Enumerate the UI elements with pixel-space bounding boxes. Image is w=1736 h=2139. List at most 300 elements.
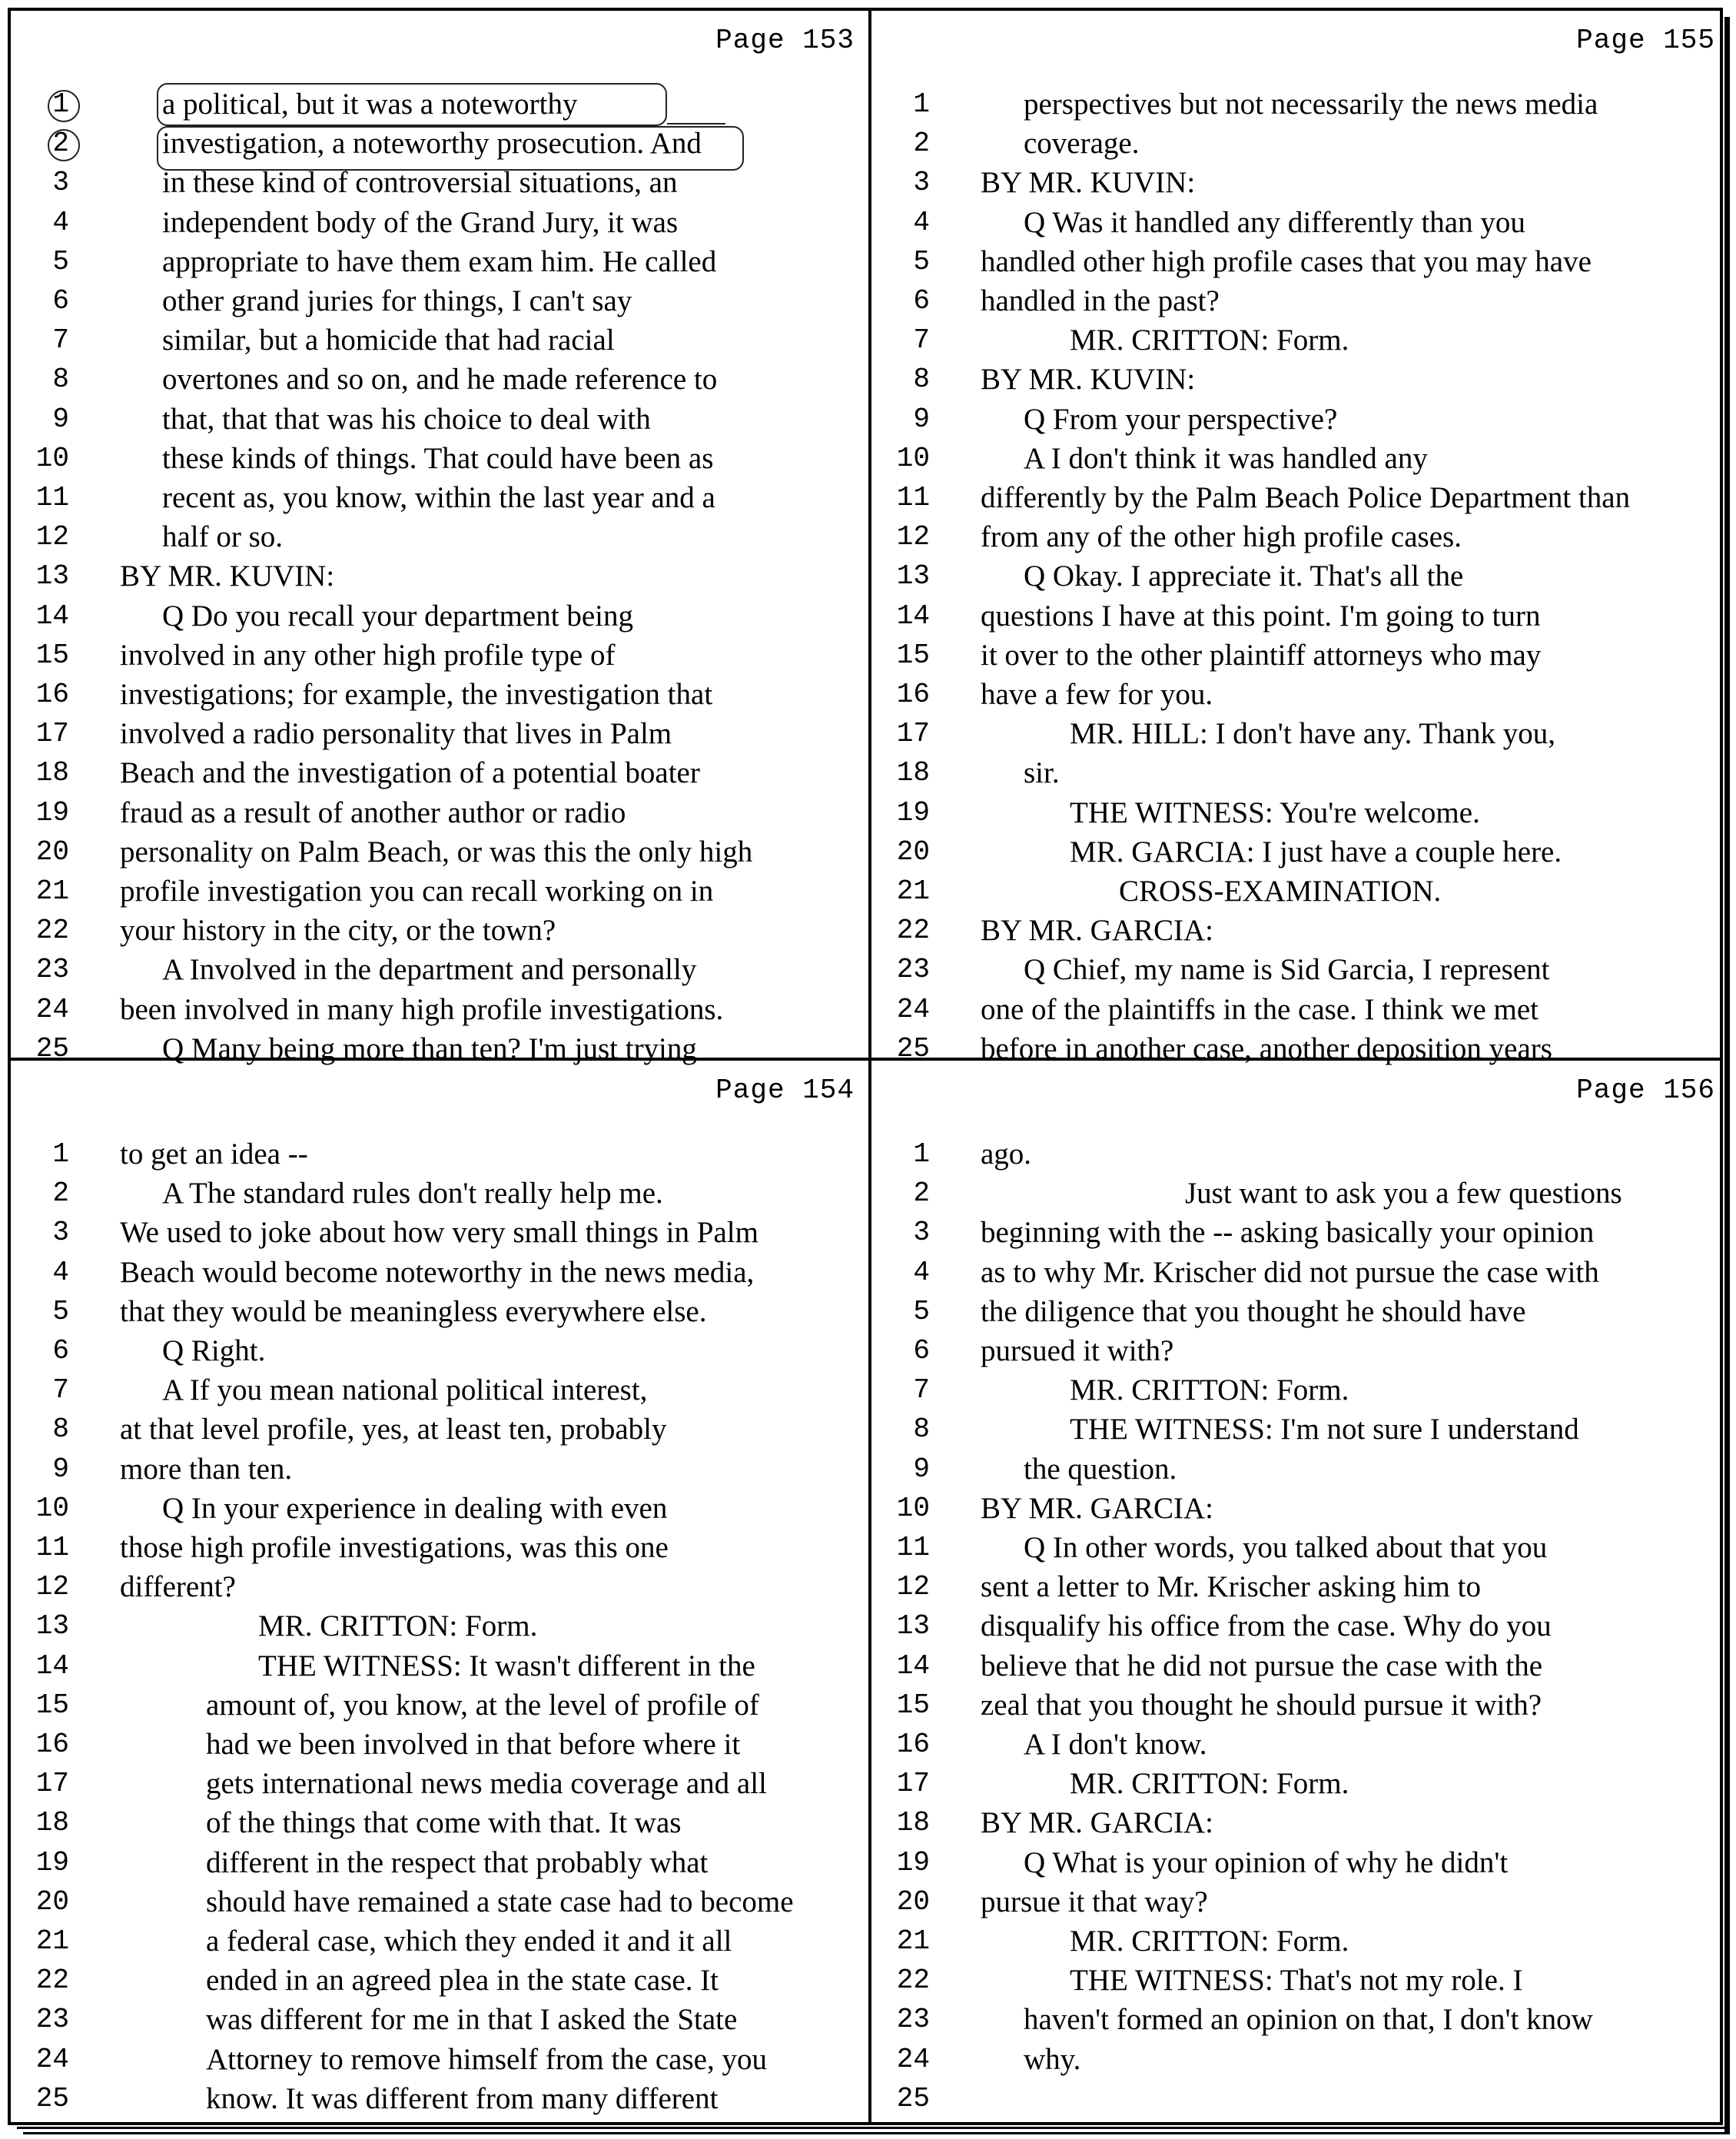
- line-number: 8: [52, 1413, 69, 1446]
- transcript-line: [11, 1489, 865, 1528]
- transcript-line: [871, 793, 1726, 832]
- line-text: recent as, you know, within the last year and a: [162, 481, 715, 514]
- line-text: a political, but it was a noteworthy: [162, 88, 578, 121]
- handwritten-circle-annotation: [48, 90, 80, 122]
- line-number: 19: [35, 1846, 69, 1878]
- line-number: 12: [896, 521, 930, 553]
- line-text: MR. CRITTON: Form.: [1070, 1373, 1349, 1407]
- line-number: 3: [913, 167, 930, 199]
- line-text: We used to joke about how very small things in Palm: [120, 1216, 758, 1250]
- transcript-line: [11, 321, 865, 360]
- line-number: 6: [913, 1335, 930, 1367]
- transcript-line: [11, 911, 865, 950]
- line-text: Q Okay. I appreciate it. That's all the: [1024, 560, 1464, 593]
- transcript-line: [871, 1961, 1726, 2000]
- handwritten-box-annotation: [157, 126, 744, 171]
- transcript-line: [11, 478, 865, 517]
- line-text: from any of the other high profile cases.: [981, 520, 1462, 554]
- line-text: of the things that come with that. It was: [206, 1806, 682, 1840]
- line-number: 18: [896, 1807, 930, 1839]
- line-number: 15: [896, 639, 930, 671]
- line-number: 22: [896, 915, 930, 947]
- line-number: 3: [52, 1217, 69, 1249]
- line-text: MR. CRITTON: Form.: [1070, 1767, 1349, 1801]
- line-number: 5: [913, 1295, 930, 1327]
- line-text: before in another case, another deposition years: [981, 1031, 1552, 1065]
- line-text: sir.: [1024, 756, 1060, 790]
- line-text: the question.: [1024, 1452, 1177, 1486]
- handwritten-underline-annotation: [667, 123, 725, 125]
- transcript-page-153: [11, 11, 865, 1065]
- line-number: 14: [35, 600, 69, 632]
- transcript-line: [11, 1843, 865, 1882]
- line-number: 7: [52, 1374, 69, 1407]
- line-number: 20: [35, 835, 69, 868]
- line-number: 11: [896, 1532, 930, 1563]
- line-text: A I don't know.: [1024, 1728, 1207, 1761]
- transcript-line: [11, 1174, 865, 1213]
- line-number: 11: [896, 482, 930, 513]
- line-number: 23: [35, 954, 69, 986]
- line-text: haven't formed an opinion on that, I don't know: [1024, 2003, 1593, 2037]
- line-text: fraud as a result of another author or radio: [120, 795, 626, 829]
- transcript-line: [11, 1725, 865, 1764]
- transcript-line: [11, 242, 865, 281]
- transcript-page-156: [871, 1061, 1726, 2122]
- line-number: 25: [896, 1032, 930, 1065]
- line-number: 1: [52, 88, 69, 120]
- line-number: 5: [52, 245, 69, 277]
- line-text: why.: [1024, 2042, 1081, 2076]
- line-text: was different for me in that I asked the State: [206, 2003, 738, 2037]
- line-number: 23: [35, 2004, 69, 2036]
- line-number: 2: [52, 1177, 69, 1210]
- line-text: other grand juries for things, I can't say: [162, 284, 632, 317]
- line-text: questions I have at this point. I'm going to turn: [981, 599, 1541, 633]
- line-text: profile investigation you can recall working on in: [120, 875, 714, 908]
- transcript-line: [871, 517, 1726, 556]
- page-shadow-bottom: [17, 2127, 1730, 2129]
- line-text: MR. GARCIA: I just have a couple here.: [1070, 835, 1562, 869]
- line-number: 19: [896, 1846, 930, 1878]
- line-number: 10: [896, 1492, 930, 1524]
- transcript-line: [871, 85, 1726, 124]
- transcript-line: [11, 1213, 865, 1252]
- line-text: BY MR. KUVIN:: [120, 560, 335, 593]
- transcript-line: [11, 556, 865, 596]
- transcript-line: [871, 1410, 1726, 1449]
- line-text: that they would be meaningless everywhere else.: [120, 1294, 707, 1328]
- transcript-line: [11, 1567, 865, 1606]
- transcript-line: [871, 636, 1726, 675]
- line-text: Q What is your opinion of why he didn't: [1024, 1845, 1509, 1879]
- line-text: Q In other words, you talked about that you: [1024, 1531, 1548, 1564]
- line-number: 25: [35, 2082, 69, 2114]
- line-text: CROSS-EXAMINATION.: [1119, 875, 1442, 908]
- line-text: Just want to ask you a few questions: [1185, 1177, 1622, 1211]
- transcript-line: [11, 1686, 865, 1725]
- transcript-line: [11, 1803, 865, 1842]
- line-text: to get an idea --: [120, 1138, 308, 1171]
- line-number: 14: [35, 1649, 69, 1682]
- line-text: been involved in many high profile investigations.: [120, 992, 724, 1026]
- line-text: A If you mean national political interest,: [162, 1373, 648, 1407]
- transcript-line: [11, 1764, 865, 1803]
- line-text: your history in the city, or the town?: [120, 914, 556, 948]
- line-text: Q Chief, my name is Sid Garcia, I represent: [1024, 953, 1550, 987]
- transcript-page-154: [11, 1061, 865, 2122]
- transcript-line: [871, 242, 1726, 281]
- transcript-line: [871, 753, 1726, 792]
- line-text: Beach would become noteworthy in the news media,: [120, 1255, 755, 1289]
- transcript-line: [11, 2000, 865, 2039]
- line-number: 21: [35, 1925, 69, 1957]
- line-number: 11: [35, 482, 69, 513]
- transcript-line: [11, 2079, 865, 2118]
- line-text: involved in any other high profile type of: [120, 638, 616, 672]
- handwritten-box-annotation: [157, 83, 667, 126]
- page-header: Page 153: [715, 25, 855, 56]
- transcript-line: [11, 281, 865, 321]
- line-number: 25: [35, 1032, 69, 1065]
- line-number: 23: [896, 2004, 930, 2036]
- line-text: it over to the other plaintiff attorneys who may: [981, 638, 1542, 672]
- transcript-line: [11, 950, 865, 989]
- transcript-line: [871, 911, 1726, 950]
- line-text: BY MR. KUVIN:: [981, 363, 1196, 397]
- line-number: 10: [35, 442, 69, 474]
- line-number: 17: [896, 1768, 930, 1800]
- transcript-line: [871, 1803, 1726, 1842]
- transcript-line: [11, 203, 865, 242]
- transcript-line: [871, 2000, 1726, 2039]
- line-text: know. It was different from many different: [206, 2081, 719, 2115]
- line-text: THE WITNESS: I'm not sure I understand: [1070, 1413, 1579, 1446]
- line-number: 11: [35, 1532, 69, 1563]
- transcript-line: [871, 439, 1726, 478]
- transcript-line: [871, 1921, 1726, 1961]
- transcript-line: [11, 1253, 865, 1292]
- transcript-line: [871, 1174, 1726, 1213]
- handwritten-circle-annotation: [48, 129, 80, 161]
- transcript-line: [871, 400, 1726, 439]
- transcript-line: [871, 1646, 1726, 1686]
- line-text: Q Do you recall your department being: [162, 599, 633, 633]
- line-number: 2: [913, 1177, 930, 1210]
- transcript-line: [871, 1213, 1726, 1252]
- line-text: MR. CRITTON: Form.: [258, 1609, 538, 1643]
- line-number: 9: [52, 403, 69, 435]
- line-number: 24: [896, 993, 930, 1025]
- line-number: 13: [896, 560, 930, 593]
- line-number: 18: [896, 757, 930, 789]
- line-text: Q Many being more than ten? I'm just trying: [162, 1031, 697, 1065]
- line-number: 1: [913, 88, 930, 120]
- line-number: 16: [896, 679, 930, 710]
- line-number: 4: [913, 1256, 930, 1288]
- transcript-line: [871, 2079, 1726, 2118]
- line-number: 15: [35, 639, 69, 671]
- line-text: A Involved in the department and personally: [162, 953, 697, 987]
- transcript-line: [11, 596, 865, 636]
- line-text: Q Right.: [162, 1334, 266, 1367]
- transcript-line: [11, 832, 865, 872]
- line-number: 13: [35, 560, 69, 593]
- transcript-line: [871, 281, 1726, 321]
- transcript-line: [871, 675, 1726, 714]
- line-number: 20: [896, 835, 930, 868]
- line-number: 5: [913, 245, 930, 277]
- line-text: investigations; for example, the investigation that: [120, 678, 713, 711]
- line-text: involved a radio personality that lives in Palm: [120, 717, 672, 751]
- line-text: those high profile investigations, was this one: [120, 1531, 669, 1564]
- line-number: 10: [896, 442, 930, 474]
- line-number: 22: [35, 915, 69, 947]
- line-text: have a few for you.: [981, 678, 1213, 711]
- transcript-line: [871, 1253, 1726, 1292]
- line-text: zeal that you thought he should pursue it with?: [981, 1688, 1542, 1722]
- line-number: 8: [52, 364, 69, 396]
- line-number: 18: [35, 1807, 69, 1839]
- line-text: should have remained a state case had to become: [206, 1885, 794, 1918]
- line-text: investigation, a noteworthy prosecution. And: [162, 127, 702, 161]
- transcript-line: [11, 1646, 865, 1686]
- line-number: 7: [913, 324, 930, 357]
- transcript-line: [11, 1410, 865, 1449]
- line-number: 3: [52, 167, 69, 199]
- line-number: 8: [913, 1413, 930, 1446]
- line-text: THE WITNESS: That's not my role. I: [1070, 1964, 1523, 1998]
- transcript-line: [871, 596, 1726, 636]
- transcript-line: [871, 124, 1726, 163]
- line-text: different?: [120, 1570, 236, 1604]
- page-shadow-bottom-outer: [23, 2132, 1730, 2134]
- transcript-line: [871, 2040, 1726, 2079]
- line-number: 14: [896, 1649, 930, 1682]
- transcript-line: [11, 2040, 865, 2079]
- line-text: in these kind of controversial situations, an: [162, 166, 678, 200]
- line-text: these kinds of things. That could have been as: [162, 441, 714, 475]
- transcript-line: [871, 1292, 1726, 1331]
- line-number: 21: [896, 1925, 930, 1957]
- line-number: 19: [896, 796, 930, 829]
- line-number: 16: [35, 679, 69, 710]
- line-number: 16: [896, 1729, 930, 1760]
- line-number: 20: [35, 1885, 69, 1918]
- line-text: BY MR. GARCIA:: [981, 914, 1214, 948]
- line-number: 21: [35, 875, 69, 907]
- line-number: 8: [913, 364, 930, 396]
- transcript-line: [11, 714, 865, 753]
- transcript-line: [11, 990, 865, 1029]
- transcript-line: [871, 1450, 1726, 1489]
- line-text: one of the plaintiffs in the case. I think we met: [981, 992, 1539, 1026]
- line-text: the diligence that you thought he should have: [981, 1294, 1526, 1328]
- transcript-line: [871, 556, 1726, 596]
- line-number: 6: [52, 285, 69, 317]
- line-text: pursued it with?: [981, 1334, 1174, 1367]
- page-header: Page 154: [715, 1074, 855, 1106]
- line-text: BY MR. GARCIA:: [981, 1806, 1214, 1840]
- transcript-line: [11, 675, 865, 714]
- transcript-line: [11, 636, 865, 675]
- line-number: 9: [913, 403, 930, 435]
- transcript-line: [11, 753, 865, 792]
- transcript-line: [871, 1370, 1726, 1410]
- line-number: 22: [896, 1965, 930, 1997]
- line-number: 15: [35, 1689, 69, 1721]
- line-text: Q In your experience in dealing with even: [162, 1491, 668, 1525]
- line-text: gets international news media coverage and all: [206, 1767, 767, 1801]
- line-number: 15: [896, 1689, 930, 1721]
- line-number: 13: [35, 1610, 69, 1642]
- line-text: that, that that was his choice to deal with: [162, 402, 651, 436]
- transcript-line: [11, 1292, 865, 1331]
- line-text: handled in the past?: [981, 284, 1220, 317]
- line-text: pursue it that way?: [981, 1885, 1208, 1918]
- transcript-line: [871, 321, 1726, 360]
- transcript-line: [11, 360, 865, 399]
- line-text: MR. HILL: I don't have any. Thank you,: [1070, 717, 1555, 751]
- line-text: MR. CRITTON: Form.: [1070, 1925, 1349, 1958]
- line-text: ended in an agreed plea in the state case. It: [206, 1964, 719, 1998]
- line-text: believe that he did not pursue the case with the: [981, 1649, 1543, 1682]
- line-text: differently by the Palm Beach Police Department than: [981, 481, 1631, 514]
- line-text: perspectives but not necessarily the news media: [1024, 88, 1598, 121]
- line-number: 20: [896, 1885, 930, 1918]
- line-text: A I don't think it was handled any: [1024, 441, 1428, 475]
- line-text: disqualify his office from the case. Why do you: [981, 1609, 1552, 1643]
- line-number: 2: [52, 128, 69, 160]
- page-header: Page 156: [1576, 1074, 1715, 1106]
- line-number: 19: [35, 796, 69, 829]
- line-text: Q Was it handled any differently than you: [1024, 205, 1525, 239]
- line-text: MR. CRITTON: Form.: [1070, 324, 1349, 357]
- line-number: 4: [52, 206, 69, 238]
- transcript-line: [871, 1725, 1726, 1764]
- line-text: at that level profile, yes, at least ten, probably: [120, 1413, 667, 1446]
- line-text: handled other high profile cases that you may have: [981, 244, 1592, 278]
- line-number: 25: [896, 2082, 930, 2114]
- transcript-line: [871, 478, 1726, 517]
- transcript-line: [11, 1921, 865, 1961]
- line-number: 23: [896, 954, 930, 986]
- transcript-line: [11, 1450, 865, 1489]
- line-number: 9: [52, 1453, 69, 1485]
- line-text: different in the respect that probably what: [206, 1845, 709, 1879]
- transcript-line: [871, 1134, 1726, 1174]
- line-number: 9: [913, 1453, 930, 1485]
- transcript-line: [871, 1764, 1726, 1803]
- line-text: A The standard rules don't really help me.: [162, 1177, 663, 1211]
- transcript-sheet: [8, 8, 1723, 2125]
- line-text: THE WITNESS: You're welcome.: [1070, 795, 1480, 829]
- transcript-line: [871, 990, 1726, 1029]
- transcript-line: [11, 1606, 865, 1646]
- line-number: 17: [896, 718, 930, 750]
- line-number: 4: [52, 1256, 69, 1288]
- transcript-line: [871, 832, 1726, 872]
- line-number: 1: [913, 1138, 930, 1170]
- transcript-line: [871, 1567, 1726, 1606]
- line-number: 1: [52, 1138, 69, 1170]
- transcript-line: [11, 793, 865, 832]
- line-text: appropriate to have them exam him. He called: [162, 244, 717, 278]
- line-number: 17: [35, 718, 69, 750]
- transcript-line: [871, 714, 1726, 753]
- transcript-line: [11, 1961, 865, 2000]
- line-number: 5: [52, 1295, 69, 1327]
- line-text: BY MR. GARCIA:: [981, 1491, 1214, 1525]
- line-number: 7: [913, 1374, 930, 1407]
- line-text: ago.: [981, 1138, 1032, 1171]
- page-header: Page 155: [1576, 25, 1715, 56]
- transcript-line: [11, 1331, 865, 1370]
- transcript-line: [11, 400, 865, 439]
- transcript-line: [11, 439, 865, 478]
- line-number: 24: [896, 2043, 930, 2075]
- line-text: overtones and so on, and he made reference to: [162, 363, 718, 397]
- line-text: THE WITNESS: It wasn't different in the: [258, 1649, 755, 1682]
- line-number: 17: [35, 1768, 69, 1800]
- transcript-line: [871, 1331, 1726, 1370]
- line-number: 22: [35, 1965, 69, 1997]
- transcript-line: [11, 1134, 865, 1174]
- line-number: 18: [35, 757, 69, 789]
- transcript-line: [871, 163, 1726, 202]
- line-text: sent a letter to Mr. Krischer asking him to: [981, 1570, 1481, 1604]
- line-number: 7: [52, 324, 69, 357]
- transcript-line: [871, 1882, 1726, 1921]
- transcript-line: [871, 950, 1726, 989]
- line-text: independent body of the Grand Jury, it was: [162, 205, 679, 239]
- transcript-line: [871, 360, 1726, 399]
- line-number: 6: [913, 285, 930, 317]
- line-text: personality on Palm Beach, or was this the only high: [120, 835, 753, 869]
- line-number: 2: [913, 128, 930, 160]
- line-number: 10: [35, 1492, 69, 1524]
- transcript-page-155: [871, 11, 1726, 1065]
- line-number: 4: [913, 206, 930, 238]
- line-number: 24: [35, 993, 69, 1025]
- line-number: 14: [896, 600, 930, 632]
- transcript-line: [11, 1882, 865, 1921]
- line-number: 3: [913, 1217, 930, 1249]
- transcript-line: [871, 1686, 1726, 1725]
- line-text: BY MR. KUVIN:: [981, 166, 1196, 200]
- line-number: 12: [896, 1571, 930, 1603]
- line-text: more than ten.: [120, 1452, 293, 1486]
- line-text: half or so.: [162, 520, 284, 554]
- transcript-line: [871, 1606, 1726, 1646]
- line-text: Beach and the investigation of a potential boater: [120, 756, 700, 790]
- transcript-line: [871, 203, 1726, 242]
- transcript-line: [11, 517, 865, 556]
- line-number: 24: [35, 2043, 69, 2075]
- line-text: Attorney to remove himself from the case, you: [206, 2042, 767, 2076]
- transcript-line: [11, 872, 865, 911]
- line-text: coverage.: [1024, 127, 1140, 161]
- transcript-line: [11, 1370, 865, 1410]
- line-text: a federal case, which they ended it and it all: [206, 1925, 732, 1958]
- line-number: 21: [896, 875, 930, 907]
- line-text: Q From your perspective?: [1024, 402, 1338, 436]
- transcript-line: [871, 1489, 1726, 1528]
- transcript-line: [871, 872, 1726, 911]
- line-text: as to why Mr. Krischer did not pursue the case with: [981, 1255, 1599, 1289]
- line-text: similar, but a homicide that had racial: [162, 324, 615, 357]
- line-number: 16: [35, 1729, 69, 1760]
